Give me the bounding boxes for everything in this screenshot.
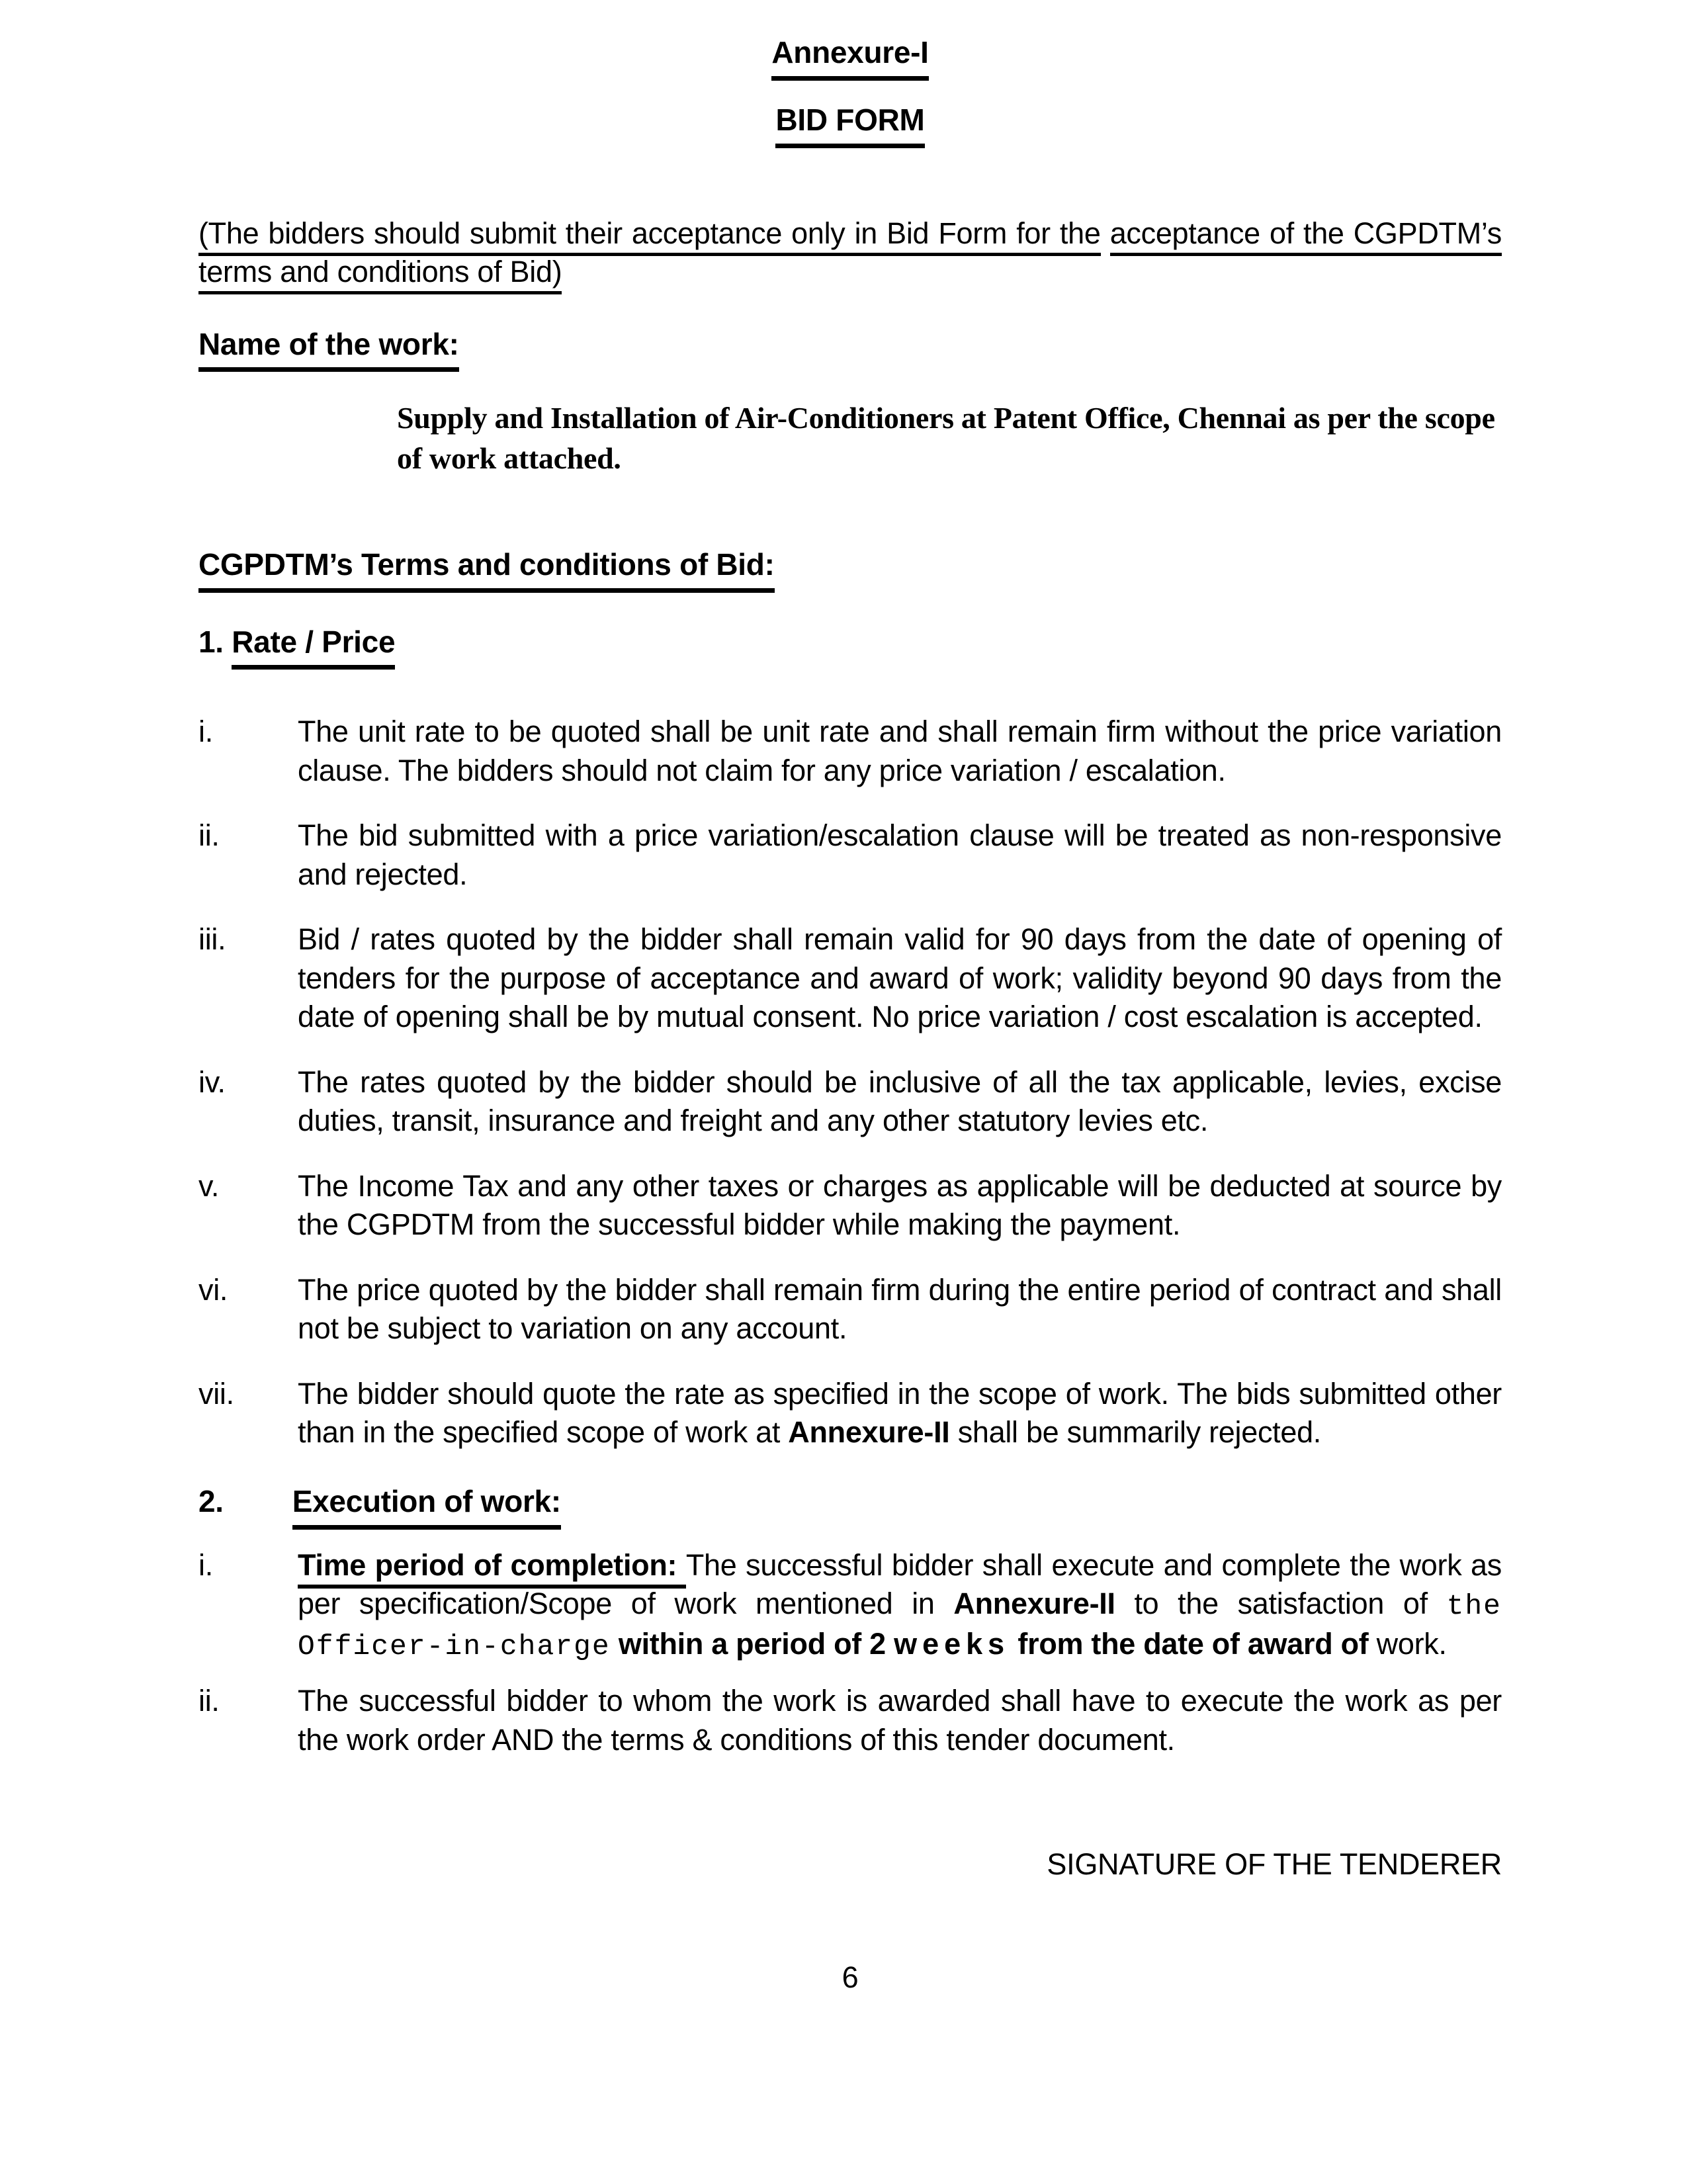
list-item-text [298,1375,1502,1452]
text-run: The unit rate to be quoted shall be unit rate and shall remain firm without the price variation clause. The bidders should not claim for any price variation / escalation. [298,715,1502,787]
signature-line: SIGNATURE OF THE TENDERER [1047,1847,1502,1881]
list-item [198,816,1502,894]
list-item [198,1271,1502,1348]
text-run: The Income Tax and any other taxes or charges as applicable will be deducted at source by the CGPDTM from the successful bidder while making the payment. [298,1168,1502,1242]
text-run: Annexure-II [788,1415,950,1450]
list-item [198,1546,1502,1665]
work-name: Supply and Installation of Air-Conditioners at Patent Office, Chennai as per the scope of work attached. [397,401,1495,476]
list-item-marker: iv. [198,1065,226,1099]
list-item-text [298,713,1502,790]
list-item-text [298,1063,1502,1141]
text-run: to the satisfaction of [1115,1587,1447,1621]
intro-note-part2: acceptance of the CGPDTM’s terms and conditions of Bid) [198,216,1502,295]
list-item-text [298,1167,1502,1245]
list-item-marker: i. [198,1548,213,1582]
list-item-marker: vi. [198,1272,228,1307]
annexure-label: Annexure-I [771,33,928,81]
terms-heading: CGPDTM’s Terms and conditions of Bid: [198,545,1502,593]
section-2-number: 2. [198,1483,224,1518]
section-2-heading [198,1482,1502,1530]
list-item-marker: iii. [198,922,226,957]
text-run: from the date of award of [1010,1627,1369,1661]
section-2-title: Execution of work: [292,1482,561,1530]
intro-note [198,214,1502,292]
text-run: Bid / rates quoted by the bidder shall remain valid for 90 days from the date of opening of tenders for the purpose of acceptance and award of work; validity beyond 90 days from the date of opening shall be by mutual consent. No price variation / cost escalation is accepted. [298,922,1502,1034]
text-run: within a period of 2 [618,1627,894,1661]
list-item [198,1167,1502,1245]
page-number: 6 [842,1960,859,1994]
text-run [611,1627,619,1661]
bid-form-title: BID FORM [775,101,924,148]
list-item-marker: i. [198,715,213,749]
list-item-marker: ii. [198,818,220,853]
list-item-marker: vii. [198,1376,234,1411]
section-1-number: 1. [198,624,224,659]
text-run: Time period of completion: [298,1548,686,1589]
text-run: The price quoted by the bidder shall remain firm during the entire period of contract and shall not be subject to variation on any account. [298,1272,1502,1346]
annexure-heading [198,33,1502,81]
text-run: The bid submitted with a price variation/escalation clause will be treated as non-responsive and rejected. [298,818,1502,891]
text-run: work. [1368,1627,1447,1661]
list-item [198,713,1502,790]
list-item-text [298,1271,1502,1348]
list-item-text [298,816,1502,894]
list-item [198,1682,1502,1759]
section-1-heading [198,623,1502,670]
list-item-text [298,920,1502,1037]
text-run: Annexure-II [953,1587,1115,1621]
text-run: shall be summarily rejected. [949,1415,1322,1450]
bid-form-heading [198,101,1502,148]
intro-note-part1: (The bidders should submit their acceptance only in Bid Form for the [198,216,1101,256]
list-item [198,1375,1502,1452]
list-item [198,920,1502,1037]
name-of-work-heading: Name of the work: [198,325,1502,372]
list-item-text [298,1546,1502,1665]
list-item-marker: v. [198,1168,220,1203]
list-item-text [298,1682,1502,1759]
text-run: the Officer-in-charge [298,1590,1502,1663]
list-item-marker: ii. [198,1684,220,1718]
text-run: weeks [894,1627,1010,1661]
section-1-title: Rate / Price [232,623,395,670]
text-run: The successful bidder to whom the work is awarded shall have to execute the work as per the work order AND the terms & conditions of this tender document. [298,1684,1502,1757]
text-run: The successful bidder shall execute and complete the work as per specification/Scope of work mentioned in [298,1548,1502,1621]
text-run: The bidder should quote the rate as specified in the scope of work. The bids submitted other than in the specified scope of work at [298,1376,1502,1450]
list-item [198,1063,1502,1141]
text-run: The rates quoted by the bidder should be inclusive of all the tax applicable, levies, excise duties, transit, insurance and freight and any other statutory levies etc. [298,1065,1502,1138]
